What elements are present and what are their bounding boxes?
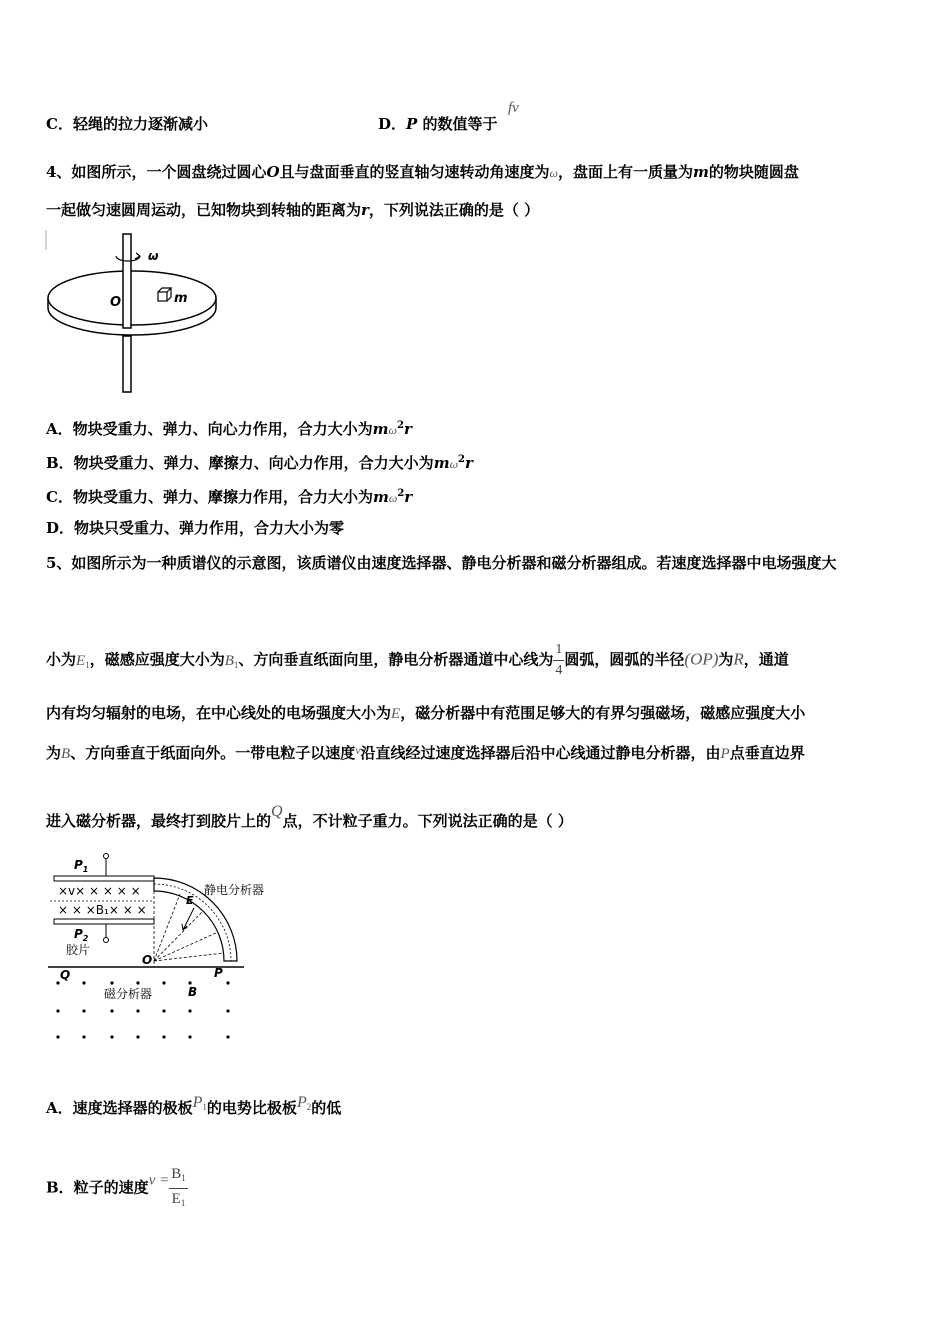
q5-option-b-text: B．粒子的速度 [46,1178,149,1197]
q5-option-a-p1: $P_1$ [192,1094,207,1112]
q5-line2-e: 为 [718,650,734,669]
q4-line1-a: 4、如图所示，一个圆盘绕过圆心 [46,163,267,181]
q3-option-d-p: P [406,115,418,133]
q4-option-b-sq: 2 [458,454,466,465]
q5-option-a-text1: A．速度选择器的极板 [46,1099,193,1117]
q4-line2-a: 一起做匀速圆周运动，已知物块到转轴的距离为 [46,201,362,219]
q4-line1-c: ，盘面上有一质量为 [558,163,694,181]
q5-e: E [391,706,401,722]
q5-line5-b: 点，不计粒子重力。下列说法正确的是（ ） [282,812,573,830]
q4-option-c-omega: ω [388,491,398,505]
q5-fig-p1: $P_1$ [74,858,89,874]
q5-stem-line4 [46,740,805,764]
q4-stem-line2 [46,200,539,220]
q4-fig-center-o: O [110,295,122,310]
q5-stem-line3 [46,703,805,724]
q4-disc-figure [44,228,224,398]
q5-fig-q: Q [60,968,71,982]
q4-line2-b: ，下列说法正确的是（ ） [368,201,540,219]
q5-fig-e: E [186,894,194,907]
q5-line2-b: ，磁感应强度大小为 [89,650,225,669]
q4-fig-mass-m: m [174,291,188,306]
q4-option-c-m: m [372,488,389,506]
q4-line2-r: r [361,201,369,219]
q4-option-c [46,484,412,508]
q5-option-a-text3: 的低 [311,1099,342,1117]
q5-line4-a: 为 [46,744,62,762]
q4-option-d: D．物块只受重力、弹力作用，合力大小为零 [46,519,345,537]
q4-omega: ω [549,166,559,180]
q5-fig-cross-row1: ×v× × × × × [58,884,141,898]
q4-option-b-m: m [433,454,450,472]
q3-option-c: C．轻绳的拉力逐渐减小 [46,115,208,133]
q5-option-a-p2: $P_2$ [296,1094,312,1112]
q4-option-b [46,450,473,474]
q4-option-b-text: B．物块受重力、弹力、摩擦力、向心力作用，合力大小为 [46,454,434,472]
q5-op: (OP) [684,649,719,669]
q5-v: v [355,743,361,757]
q4-line1-b: 且与盘面垂直的竖直轴匀速转动角速度为 [279,163,550,181]
q3-option-d-prefix: D． [378,115,407,133]
q5-fig-electro-label: 静电分析器 [204,883,265,897]
q5-line3-a: 内有均匀辐射的电场，在中心线处的电场强度大小为 [46,704,392,722]
q4-option-a [46,416,412,440]
q5-line5-a: 进入磁分析器，最终打到胶片上的 [46,812,272,830]
q5-fig-cross-row2: × × ×B₁× × × [58,903,147,917]
q4-option-c-text: C．物块受重力、弹力、摩擦力作用，合力大小为 [46,488,373,506]
q5-fig-p2: $P_2$ [74,927,89,943]
q5-option-b [46,1164,188,1213]
q5-fig-p: P [214,966,223,980]
q3-option-d-expr: fv [508,100,519,116]
q5-quarter-fraction: $\frac{1}{4}$ [555,642,563,678]
q5-option-a-text2: 的电势比极板 [206,1099,297,1117]
q5-option-b-fraction: $\frac{B_1}{E_1}$ [171,1166,186,1208]
q5-line4-b: 、方向垂直于纸面向外。一带电粒子以速度 [70,744,356,762]
q4-option-b-r: r [465,454,473,472]
q4-option-c-sq: 2 [397,488,405,499]
q4-option-a-sq: 2 [397,420,404,431]
q5-line2-a: 小为 [46,650,77,669]
q4-line1-d: 的物块随圆盘 [708,163,799,181]
q5-stem-line2 [46,640,789,681]
q5-stem-line5 [46,802,573,831]
q5-b1: $B_1$ [224,652,239,670]
q4-option-c-r: r [404,488,413,506]
q5-fig-o: O [142,953,153,967]
q5-r: R [733,649,744,669]
q5-fig-mag-label: 磁分析器 [104,987,153,1001]
q5-line2-d: 圆弧，圆弧的半径 [564,650,685,669]
q4-stem-line1 [46,162,799,183]
q5-line2-f: ，通道 [743,650,789,669]
q5-line4-d: 点垂直边界 [729,744,805,762]
q4-fig-omega: ω [148,249,159,263]
q3-option-d [378,114,498,134]
q5-fig-film: 胶片 [66,943,91,957]
q5-e1: $E_1$ [76,652,90,670]
q5-fig-b: B [188,985,198,999]
q4-line1-o: O [266,163,280,181]
q5-option-b-eq: v = [148,1172,170,1189]
q4-option-b-omega: ω [449,457,459,471]
q4-option-a-r: r [403,420,412,438]
q5-line2-c: 、方向垂直纸面向里，静电分析器通道中心线为 [238,650,554,669]
q5-option-a [46,1093,341,1118]
q5-line3-b: ，磁分析器中有范围足够大的有界匀强磁场，磁感应强度大小 [400,704,806,722]
q3-option-d-text: 的数值等于 [417,115,498,133]
q5-b: B [61,746,71,762]
q4-option-a-text: A．物块受重力、弹力、向心力作用，合力大小为 [46,420,373,438]
q4-option-a-m: m [372,420,389,438]
q5-line4-c: 沿直线经过速度选择器后沿中心线通过静电分析器，由 [360,744,721,762]
q5-p: P [720,746,730,762]
q4-line1-m: m [693,163,709,181]
q5-q: Q [271,803,283,820]
q5-stem-line1: 5、如图所示为一种质谱仪的示意图，该质谱仪由速度选择器、静电分析器和磁分析器组成。若速度选择器中电场强度大 [46,554,837,572]
q4-option-a-omega: ω [388,423,397,437]
q5-spectrometer-figure [44,850,294,1050]
